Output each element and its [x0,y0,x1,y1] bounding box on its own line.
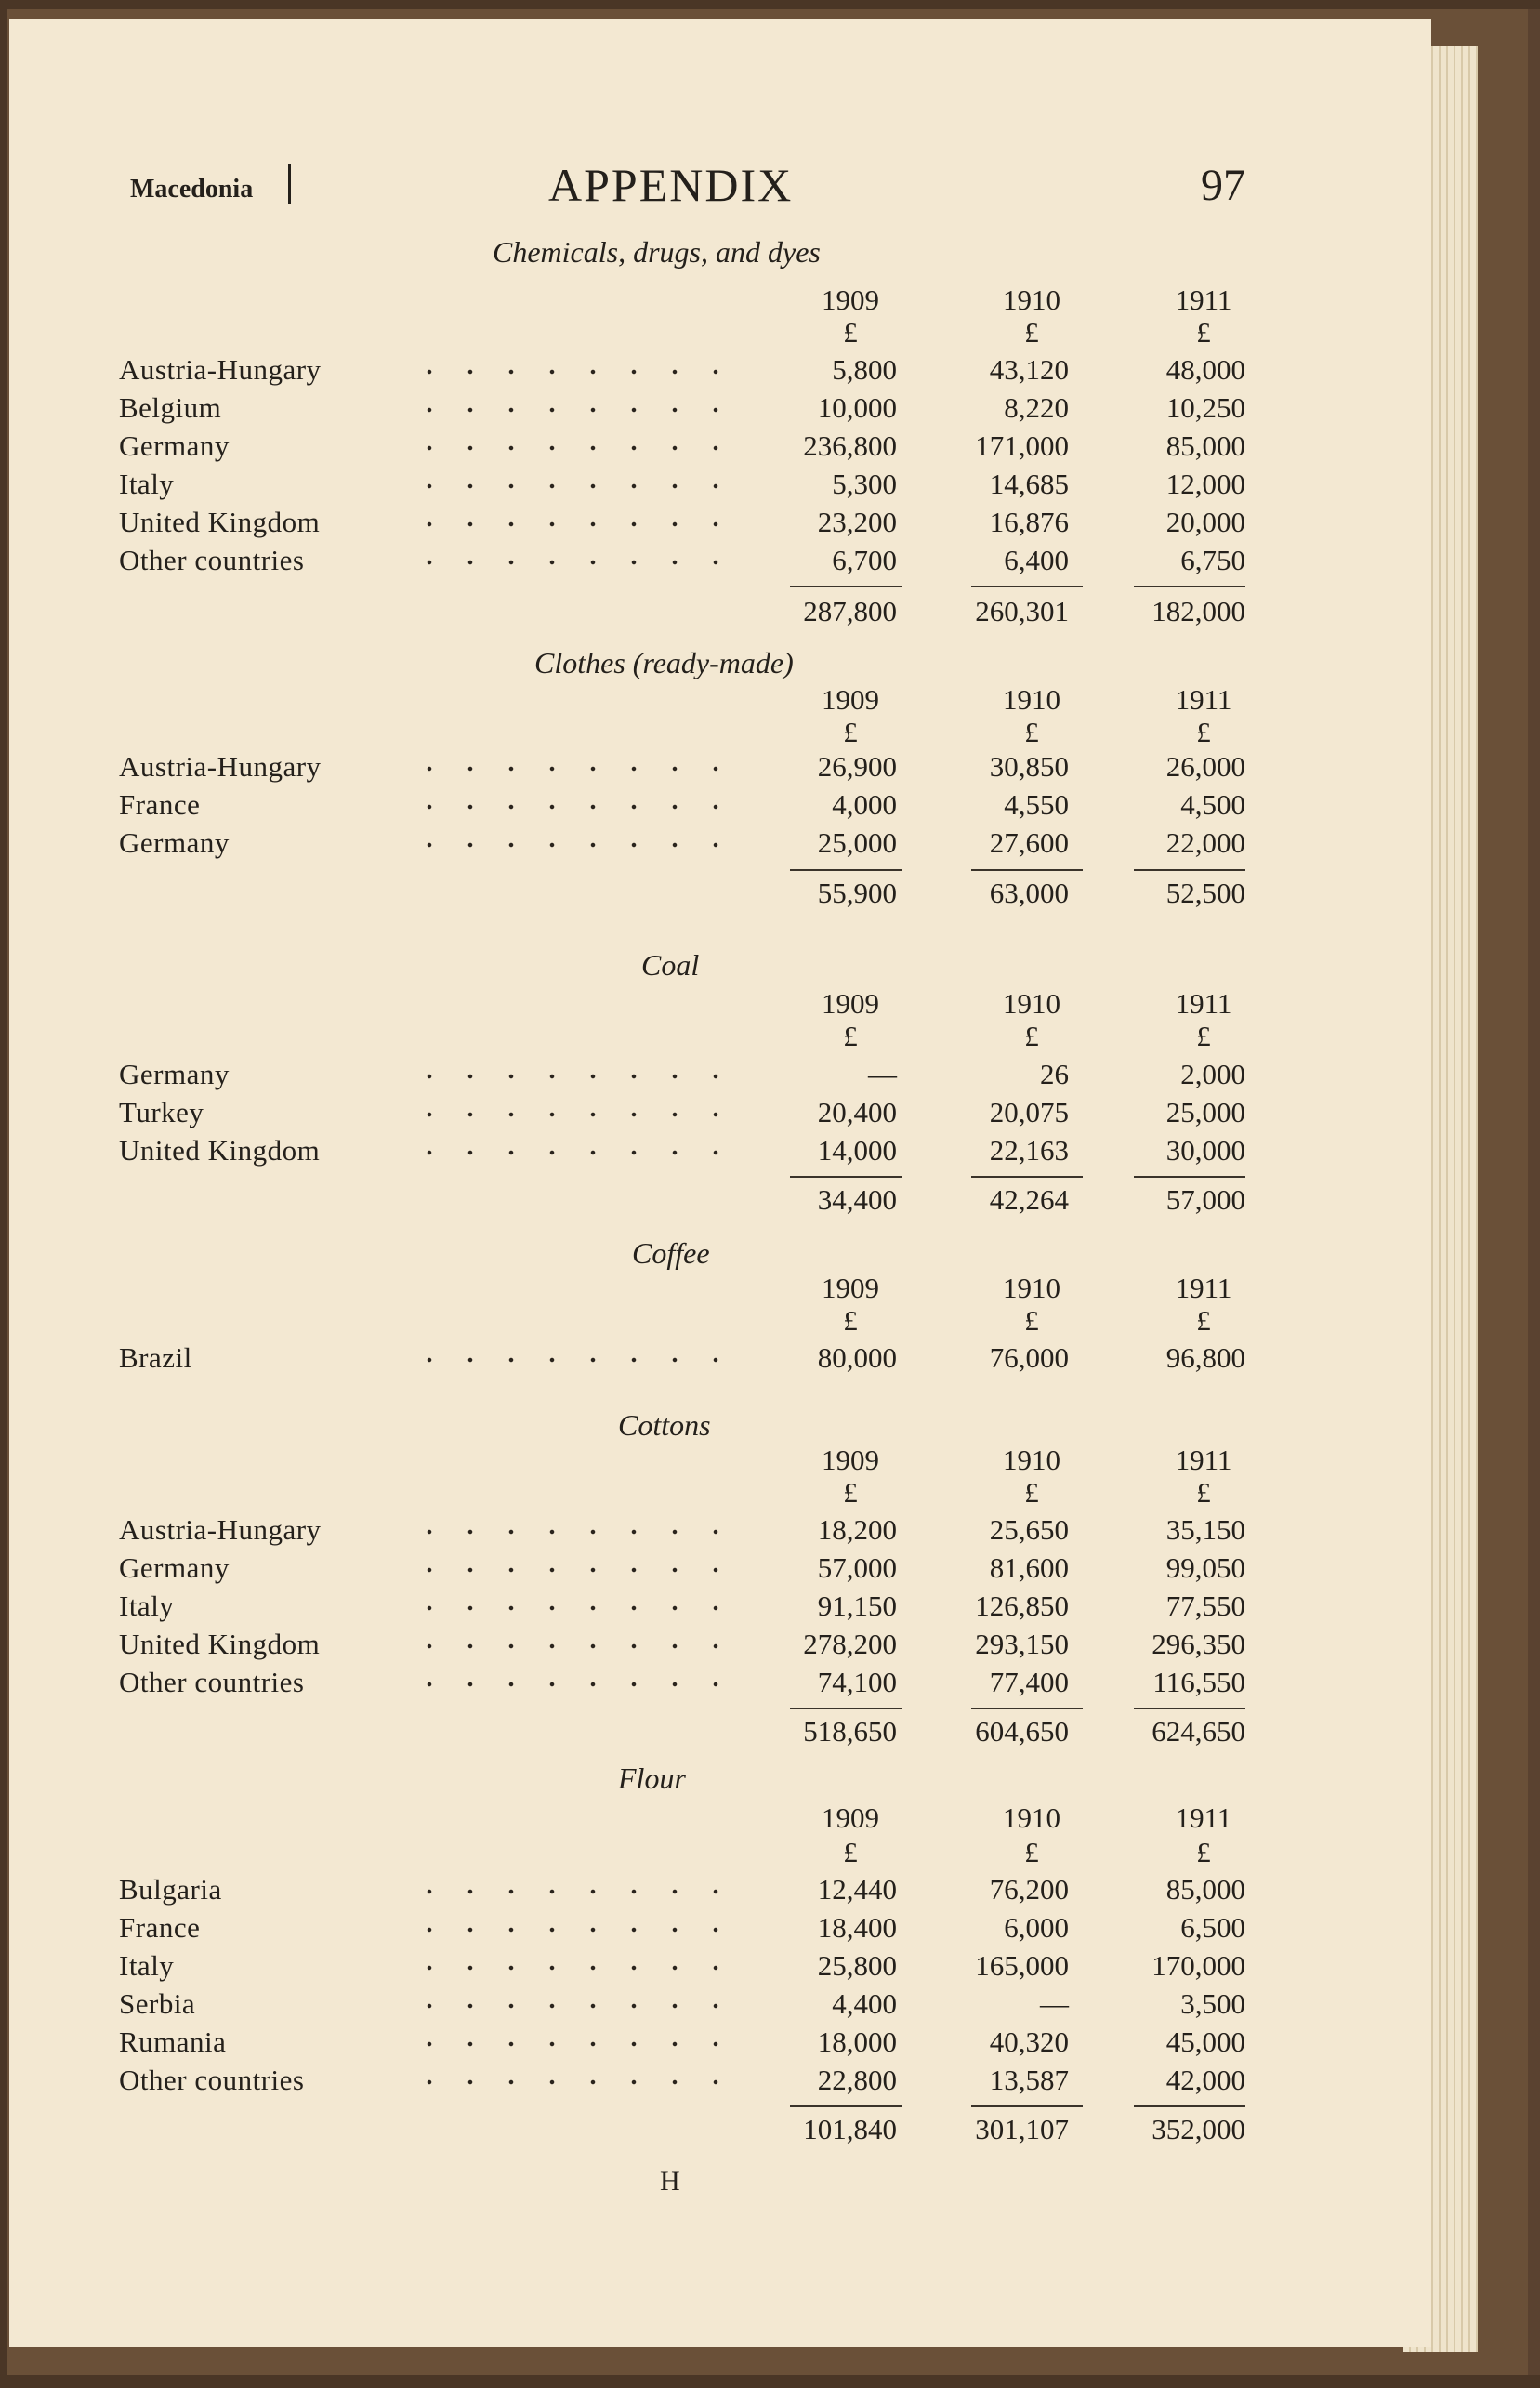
total-cell: 63,000 [989,877,1069,909]
total-rule [1134,586,1245,587]
total-rule [1134,1176,1245,1178]
page-number: 97 [1201,161,1245,210]
value-cell: 26 [1040,1058,1069,1090]
value-cell: 22,000 [1165,826,1245,859]
total-rule [971,1176,1083,1178]
value-cell: 18,400 [817,1911,897,1944]
year-header: 1909 [822,1444,879,1476]
leader-dots [409,1529,744,1535]
country-label: Austria-Hungary [119,353,322,386]
value-cell: 85,000 [1165,429,1245,462]
value-cell: 74,100 [817,1666,897,1698]
year-header: 1911 [1175,683,1232,716]
leader-dots [409,1605,744,1611]
year-header: 1910 [1003,1801,1060,1834]
country-label: Austria-Hungary [119,1513,322,1546]
total-cell: 42,264 [989,1183,1069,1216]
currency-header: £ [843,1476,858,1509]
total-rule [971,586,1083,587]
value-cell: 18,000 [817,2025,897,2058]
total-cell: 52,500 [1165,877,1245,909]
value-cell: 171,000 [975,429,1069,462]
country-label: Other countries [119,1666,305,1698]
currency-header: £ [1196,716,1211,748]
value-cell: 25,000 [817,826,897,859]
value-cell: 4,500 [1180,788,1245,821]
section-title: Chemicals, drugs, and dyes [493,235,821,269]
value-cell: 20,075 [989,1096,1069,1128]
value-cell: 42,000 [1165,2064,1245,2096]
value-cell: 293,150 [975,1628,1069,1660]
country-label: France [119,788,201,821]
value-cell: 165,000 [975,1949,1069,1982]
leader-dots [409,2079,744,2085]
value-cell: 18,200 [817,1513,897,1546]
currency-header: £ [1196,1020,1211,1052]
total-cell: 55,900 [817,877,897,909]
running-head: Macedonia [130,175,254,204]
value-cell: 80,000 [817,1341,897,1374]
country-label: Other countries [119,2064,305,2096]
value-cell: 6,000 [1004,1911,1069,1944]
year-header: 1910 [1003,1444,1060,1476]
country-label: Belgium [119,391,222,424]
country-label: Germany [119,826,230,859]
value-cell: 25,000 [1165,1096,1245,1128]
total-rule [790,1176,902,1178]
leader-dots [409,1357,744,1363]
value-cell: 30,850 [989,750,1069,783]
leader-dots [409,1112,744,1117]
total-cell: 182,000 [1152,595,1245,627]
total-rule [1134,2105,1245,2107]
currency-header: £ [1024,1836,1039,1868]
total-rule [790,2105,902,2107]
year-header: 1910 [1003,1272,1060,1304]
leader-dots [409,766,744,772]
leader-dots [409,1889,744,1894]
leader-dots [409,842,744,848]
year-header: 1911 [1175,1801,1232,1834]
value-cell: 4,400 [832,1987,897,2020]
country-label: Germany [119,429,230,462]
year-header: 1909 [822,1272,879,1304]
year-header: 1910 [1003,284,1060,316]
year-header: 1911 [1175,284,1232,316]
value-cell: 76,200 [989,1873,1069,1906]
year-header: 1911 [1175,987,1232,1020]
leader-dots [409,2041,744,2047]
currency-header: £ [1024,1304,1039,1337]
value-cell: 57,000 [817,1551,897,1584]
year-header: 1909 [822,1801,879,1834]
leader-dots [409,1567,744,1573]
total-rule [1134,869,1245,871]
leader-dots [409,1643,744,1649]
leader-dots [409,445,744,451]
value-cell: 77,550 [1165,1590,1245,1622]
total-cell: 57,000 [1165,1183,1245,1216]
total-rule [790,586,902,587]
value-cell: 12,440 [817,1873,897,1906]
currency-header: £ [1196,316,1211,349]
value-cell: 23,200 [817,506,897,538]
value-cell: 48,000 [1165,353,1245,386]
value-cell: 26,900 [817,750,897,783]
value-cell: 91,150 [817,1590,897,1622]
country-label: France [119,1911,201,1944]
currency-header: £ [1024,1476,1039,1509]
book-page [9,19,1431,2347]
value-cell: 22,163 [989,1134,1069,1167]
leader-dots [409,1965,744,1971]
total-cell: 34,400 [817,1183,897,1216]
value-cell: 77,400 [989,1666,1069,1698]
value-cell: 20,400 [817,1096,897,1128]
value-cell: 14,685 [989,468,1069,500]
total-cell: 604,650 [975,1715,1069,1748]
value-cell: 170,000 [1152,1949,1245,1982]
year-header: 1911 [1175,1272,1232,1304]
value-cell: — [1040,1987,1069,2020]
leader-dots [409,1074,744,1079]
currency-header: £ [843,716,858,748]
currency-header: £ [843,1836,858,1868]
value-cell: 76,000 [989,1341,1069,1374]
currency-header: £ [1196,1836,1211,1868]
value-cell: 25,650 [989,1513,1069,1546]
total-cell: 287,800 [803,595,897,627]
currency-header: £ [843,316,858,349]
currency-header: £ [1024,316,1039,349]
value-cell: 85,000 [1165,1873,1245,1906]
value-cell: 6,400 [1004,544,1069,576]
value-cell: — [868,1058,897,1090]
value-cell: 236,800 [803,429,897,462]
total-cell: 518,650 [803,1715,897,1748]
value-cell: 6,700 [832,544,897,576]
country-label: Brazil [119,1341,192,1374]
country-label: Bulgaria [119,1873,222,1906]
currency-header: £ [1024,716,1039,748]
value-cell: 25,800 [817,1949,897,1982]
value-cell: 126,850 [975,1590,1069,1622]
value-cell: 14,000 [817,1134,897,1167]
value-cell: 12,000 [1165,468,1245,500]
signature-mark: H [660,2166,680,2197]
value-cell: 6,750 [1180,544,1245,576]
section-title: Clothes (ready-made) [534,646,794,679]
country-label: Italy [119,468,175,500]
country-label: Germany [119,1551,230,1584]
country-label: United Kingdom [119,1628,321,1660]
total-rule [790,869,902,871]
value-cell: 22,800 [817,2064,897,2096]
section-title: Coffee [632,1236,710,1270]
currency-header: £ [843,1304,858,1337]
total-cell: 624,650 [1152,1715,1245,1748]
value-cell: 45,000 [1165,2025,1245,2058]
leader-dots [409,1682,744,1687]
country-label: Italy [119,1590,175,1622]
total-rule [1134,1708,1245,1709]
country-label: Germany [119,1058,230,1090]
value-cell: 4,000 [832,788,897,821]
value-cell: 20,000 [1165,506,1245,538]
total-cell: 101,840 [803,2113,897,2145]
leader-dots [409,804,744,810]
country-label: United Kingdom [119,506,321,538]
page-title: APPENDIX [548,159,794,211]
value-cell: 278,200 [803,1628,897,1660]
leader-dots [409,560,744,565]
value-cell: 43,120 [989,353,1069,386]
total-rule [790,1708,902,1709]
leader-dots [409,483,744,489]
section-title: Flour [618,1761,686,1795]
value-cell: 35,150 [1165,1513,1245,1546]
value-cell: 10,000 [817,391,897,424]
value-cell: 6,500 [1180,1911,1245,1944]
value-cell: 5,300 [832,468,897,500]
year-header: 1909 [822,284,879,316]
total-cell: 301,107 [975,2113,1069,2145]
leader-dots [409,1150,744,1155]
value-cell: 40,320 [989,2025,1069,2058]
country-label: Turkey [119,1096,204,1128]
leader-dots [409,1927,744,1933]
value-cell: 10,250 [1165,391,1245,424]
value-cell: 30,000 [1165,1134,1245,1167]
value-cell: 2,000 [1180,1058,1245,1090]
total-rule [971,869,1083,871]
value-cell: 26,000 [1165,750,1245,783]
year-header: 1910 [1003,987,1060,1020]
country-label: Serbia [119,1987,196,2020]
value-cell: 99,050 [1165,1551,1245,1584]
country-label: Italy [119,1949,175,1982]
value-cell: 3,500 [1180,1987,1245,2020]
value-cell: 5,800 [832,353,897,386]
total-cell: 352,000 [1152,2113,1245,2145]
value-cell: 96,800 [1165,1341,1245,1374]
year-header: 1911 [1175,1444,1232,1476]
value-cell: 296,350 [1152,1628,1245,1660]
leader-dots [409,407,744,413]
currency-header: £ [1196,1304,1211,1337]
year-header: 1909 [822,987,879,1020]
currency-header: £ [1196,1476,1211,1509]
country-label: Austria-Hungary [119,750,322,783]
total-rule [971,1708,1083,1709]
total-rule [971,2105,1083,2107]
value-cell: 16,876 [989,506,1069,538]
leader-dots [409,2003,744,2009]
section-title: Coal [641,948,700,982]
country-label: Other countries [119,544,305,576]
value-cell: 27,600 [989,826,1069,859]
value-cell: 13,587 [989,2064,1069,2096]
value-cell: 8,220 [1004,391,1069,424]
year-header: 1909 [822,683,879,716]
value-cell: 116,550 [1152,1666,1245,1698]
value-cell: 81,600 [989,1551,1069,1584]
currency-header: £ [843,1020,858,1052]
leader-dots [409,369,744,375]
country-label: Rumania [119,2025,227,2058]
page-header [9,149,1431,223]
total-cell: 260,301 [975,595,1069,627]
section-title: Cottons [618,1408,711,1442]
country-label: United Kingdom [119,1134,321,1167]
currency-header: £ [1024,1020,1039,1052]
running-head-bracket [288,164,295,204]
leader-dots [409,521,744,527]
value-cell: 4,550 [1004,788,1069,821]
year-header: 1910 [1003,683,1060,716]
